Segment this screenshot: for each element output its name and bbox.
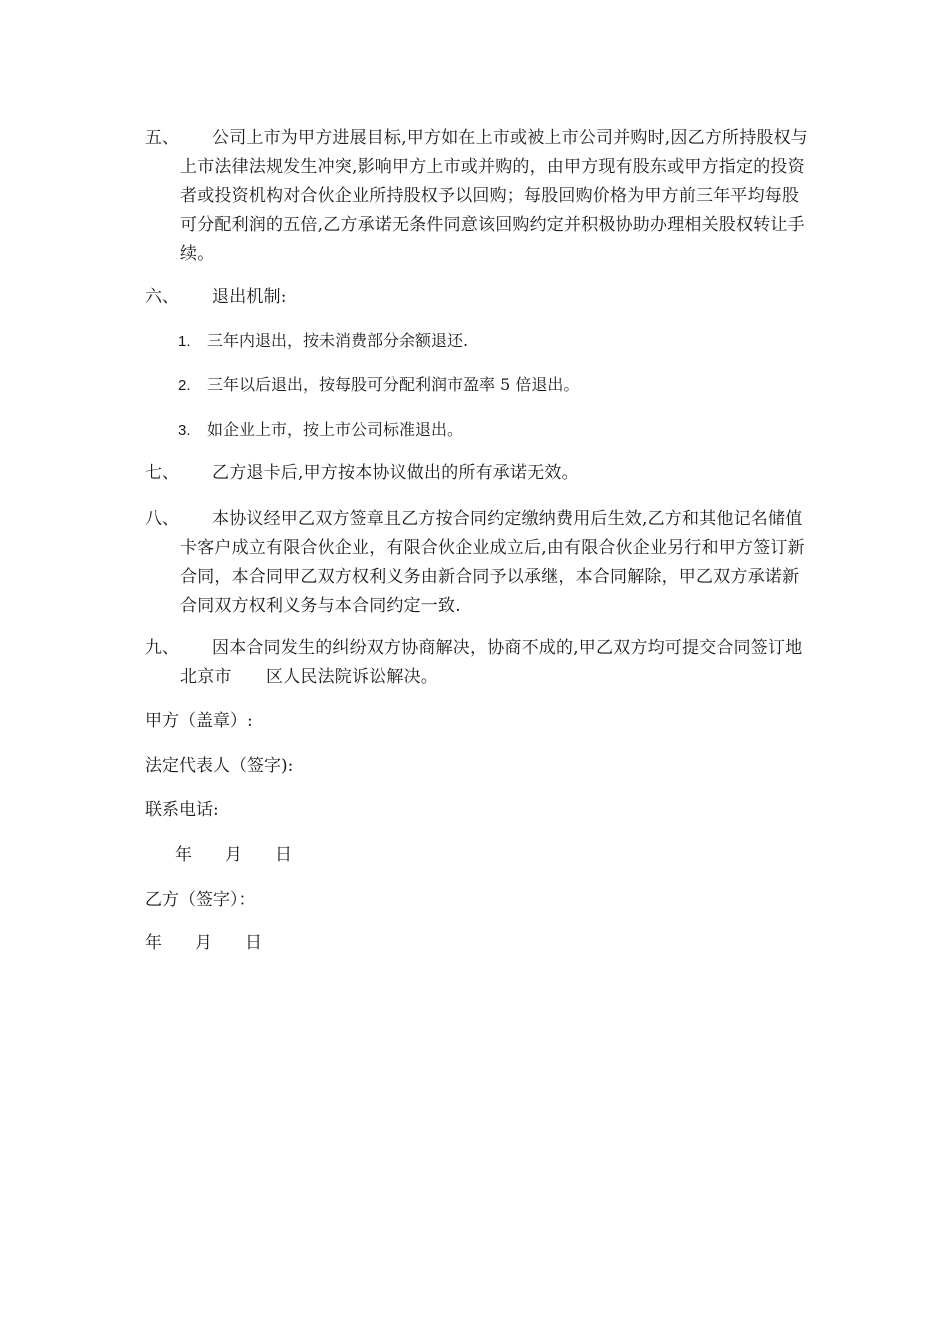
clause-text: 本协议经甲乙双方签章且乙方按合同约定缴纳费用后生效,乙方和其他记名储值卡客户成立有限合伙企业，有限合伙企业成立后,由有限合伙企业另行和甲方签订新合同，本合同甲乙双方权利义务由新合同予以承继，本合同解除，甲乙双方承诺新合同双方权利义务与本合同约定一致. [180, 509, 805, 616]
day-label: 日 [245, 933, 262, 953]
clause-text: 退出机制: [212, 287, 287, 307]
date-line-b [145, 930, 295, 956]
clause-seven [145, 459, 815, 488]
list-number: 2. [178, 377, 191, 394]
exit-item-3 [178, 418, 463, 443]
list-text: 三年以后退出，按每股可分配利润市盈率 5 倍退出。 [207, 375, 580, 394]
exit-item-1 [178, 329, 468, 354]
clause-five [145, 124, 815, 269]
exit-item-2 [178, 373, 579, 398]
list-text: 三年内退出，按未消费部分余额退还. [207, 331, 469, 350]
clause-number: 七、 [145, 463, 179, 483]
clause-number: 五、 [145, 128, 179, 148]
clause-number: 八、 [145, 509, 179, 529]
party-b-sign-label: 乙方（签字）： [145, 890, 256, 910]
clause-six [145, 283, 815, 312]
phone-label: 联系电话: [145, 800, 219, 820]
clause-number: 九、 [145, 638, 179, 658]
clause-nine [145, 634, 815, 692]
day-label: 日 [275, 845, 292, 865]
party-a-seal-label: 甲方（盖章）: [145, 711, 253, 731]
list-number: 3. [178, 422, 191, 439]
month-label: 月 [195, 933, 212, 953]
clause-eight [145, 505, 815, 621]
list-number: 1. [178, 333, 191, 350]
clause-text: 乙方退卡后,甲方按本协议做出的所有承诺无效。 [212, 463, 579, 483]
legal-representative-label: 法定代表人（签字): [145, 756, 294, 776]
clause-text: 公司上市为甲方进展目标,甲方如在上市或被上市公司并购时,因乙方所持股权与上市法律法规发生冲突,影响甲方上市或并购的，由甲方现有股东或甲方指定的投资者或投资机构对合伙企业所持股权予以回购；每股回购价格为甲方前三年平均每股可分配利润的五倍,乙方承诺无条件同意该回购约定并积极协助办理相关股权转让手续。 [180, 128, 809, 264]
year-label: 年 [175, 845, 192, 865]
list-text: 如企业上市，按上市公司标准退出。 [207, 420, 464, 439]
date-line-a [175, 842, 325, 868]
year-label: 年 [145, 933, 162, 953]
month-label: 月 [225, 845, 242, 865]
clause-number: 六、 [145, 287, 179, 307]
clause-text: 因本合同发生的纠纷双方协商解决，协商不成的,甲乙双方均可提交合同签订地北京市 区人民法院诉讼解决。 [180, 638, 803, 687]
